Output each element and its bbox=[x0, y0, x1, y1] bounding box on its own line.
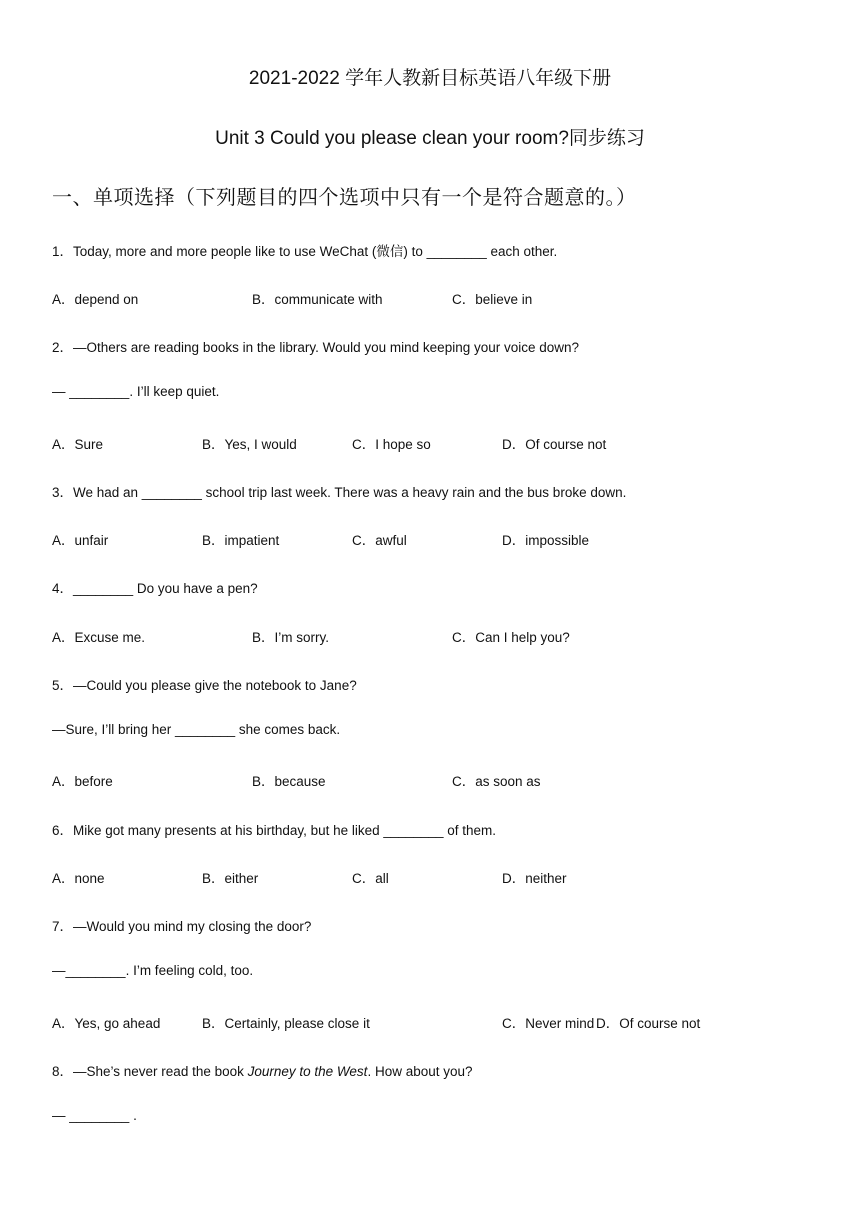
question-3-option-b: B．impatient bbox=[202, 533, 280, 548]
question-3-option-c: C．awful bbox=[352, 533, 407, 548]
question-8-stem-suffix: . How about you? bbox=[367, 1064, 473, 1079]
question-7-option-b: B．Certainly, please close it bbox=[202, 1016, 370, 1031]
question-5-reply: —Sure, I’ll bring her ________ she comes back. bbox=[52, 722, 341, 737]
question-5-option-c: C．as soon as bbox=[452, 774, 541, 789]
question-8-book-title: Journey to the West bbox=[247, 1064, 368, 1079]
question-3-stem: 3．We had an ________ school trip last week. There was a heavy rain and the bus broke down. bbox=[52, 485, 627, 500]
question-2-option-a: A．Sure bbox=[52, 437, 104, 452]
question-7-option-a: A．Yes, go ahead bbox=[52, 1016, 161, 1031]
question-2-option-c: C．I hope so bbox=[352, 437, 431, 452]
question-4-stem: 4．________ Do you have a pen? bbox=[52, 581, 258, 596]
section-heading: 一、单项选择（下列题目的四个选项中只有一个是符合题意的。） bbox=[52, 187, 637, 209]
document-subtitle: Unit 3 Could you please clean your room?同步练习 bbox=[215, 128, 645, 149]
question-5-option-b: B．because bbox=[252, 774, 326, 789]
question-2-option-b: B．Yes, I would bbox=[202, 437, 297, 452]
question-4-option-b: B．I’m sorry. bbox=[252, 630, 329, 645]
question-3-option-a: A．unfair bbox=[52, 533, 109, 548]
question-8-stem bbox=[52, 1060, 473, 1080]
question-1-option-b: B．communicate with bbox=[252, 292, 383, 307]
question-5-option-a: A．before bbox=[52, 774, 113, 789]
question-6-option-b: B．either bbox=[202, 871, 259, 886]
question-7-stem: 7．—Would you mind my closing the door? bbox=[52, 919, 312, 934]
question-8-stem-prefix: 8．—She’s never read the book bbox=[52, 1064, 248, 1079]
question-6-option-c: C．all bbox=[352, 871, 389, 886]
question-2-reply: — ________. I’ll keep quiet. bbox=[52, 384, 220, 399]
question-8-reply: — ________ . bbox=[52, 1108, 137, 1123]
question-4-option-a: A．Excuse me. bbox=[52, 630, 146, 645]
question-6-option-d: D．neither bbox=[502, 871, 567, 886]
question-7-option-d: D．Of course not bbox=[596, 1016, 701, 1031]
question-2-stem: 2．—Others are reading books in the library. Would you mind keeping your voice down? bbox=[52, 340, 580, 355]
question-5-stem: 5．—Could you please give the notebook to Jane? bbox=[52, 678, 357, 693]
question-1-stem: 1．Today, more and more people like to use WeChat (微信) to ________ each other. bbox=[52, 244, 558, 259]
question-1-option-a: A．depend on bbox=[52, 292, 139, 307]
question-1-option-c: C．believe in bbox=[452, 292, 533, 307]
question-3-option-d: D．impossible bbox=[502, 533, 590, 548]
question-6-stem: 6．Mike got many presents at his birthday, but he liked ________ of them. bbox=[52, 823, 497, 838]
question-2-option-d: D．Of course not bbox=[502, 437, 607, 452]
question-6-option-a: A．none bbox=[52, 871, 105, 886]
question-4-option-c: C．Can I help you? bbox=[452, 630, 570, 645]
question-7-reply: —________. I’m feeling cold, too. bbox=[52, 963, 254, 978]
document-title: 2021-2022 学年人教新目标英语八年级下册 bbox=[248, 68, 612, 89]
question-7-option-c: C．Never mind bbox=[502, 1016, 595, 1031]
